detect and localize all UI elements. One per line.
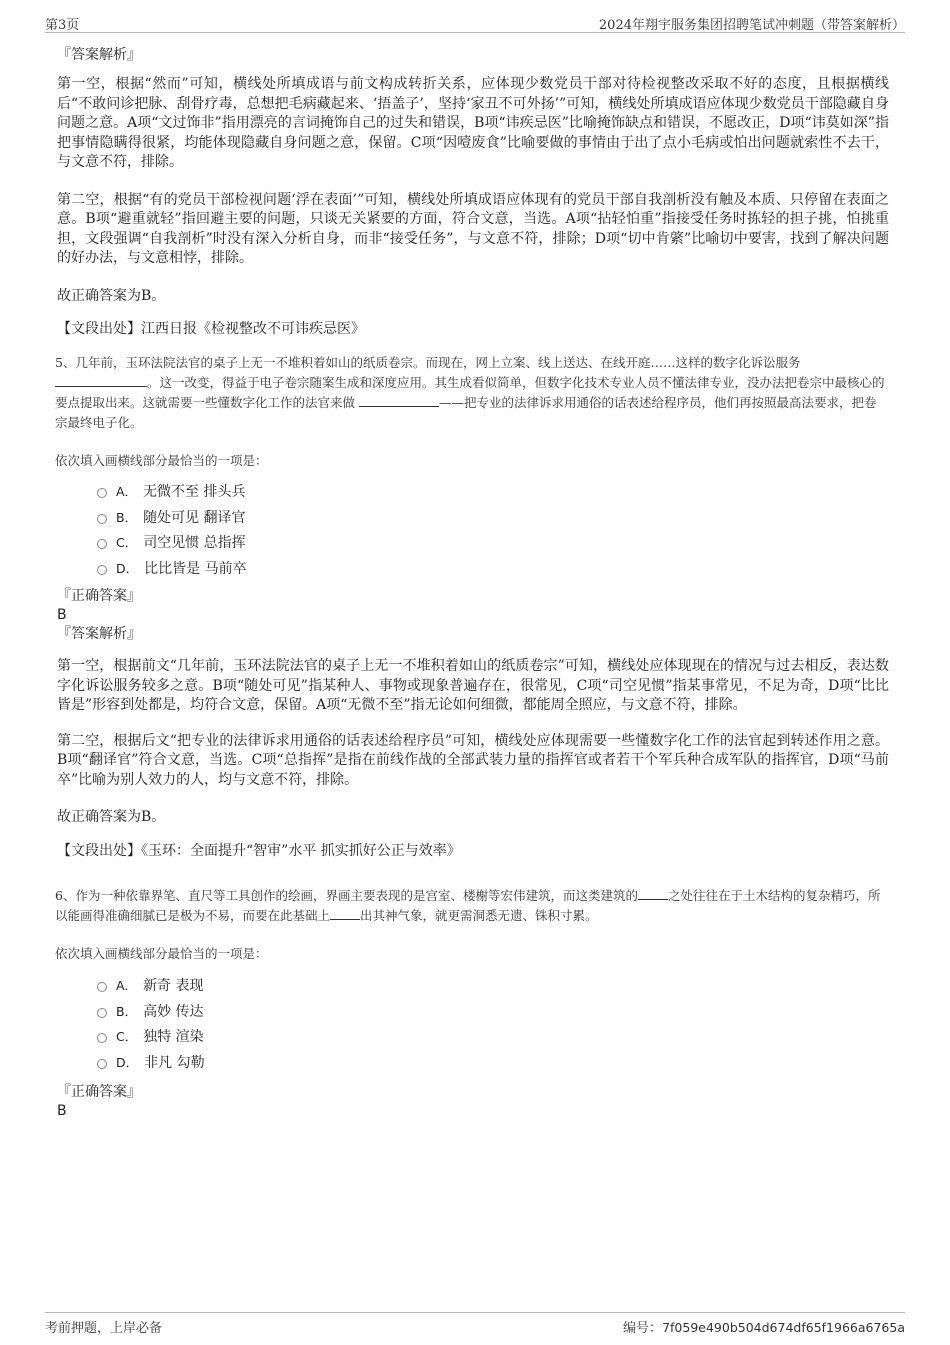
answer-blank — [55, 373, 147, 387]
option-a[interactable]: A． 无微不至 排头兵 — [97, 481, 247, 507]
stem-text: 出其神气象，就更需洞悉无遗、铢积寸累。 — [360, 908, 598, 923]
conclusion: 故正确答案为B。 — [57, 809, 166, 825]
question-stem — [55, 886, 887, 926]
option-b[interactable]: B． 随处可见 翻译官 — [97, 507, 247, 533]
question-instruction: 依次填入画横线部分最恰当的一项是： — [55, 453, 268, 468]
stem-text: 之处往往在于土木结构的复杂精巧，所以能画得准确细腻已是极为不易，而要在此基础上 — [55, 888, 881, 923]
document-title: 2024年翔宇服务集团招聘笔试冲刺题（带答案解析） — [598, 18, 905, 33]
radio-icon[interactable] — [97, 1033, 107, 1043]
source-note: 【文段出处】《玉环：全面提升“智审”水平 抓实抓好公正与效率》 — [57, 842, 461, 859]
correct-answer: B — [57, 1103, 67, 1119]
option-c[interactable]: C． 司空见惯 总指挥 — [97, 532, 247, 558]
analysis-label: 『答案解析』 — [57, 626, 141, 642]
q4-analysis — [57, 46, 889, 354]
option-b[interactable]: B． 高妙 传达 — [97, 1001, 205, 1027]
stem-text: 6、作为一种依靠界笔、直尺等工具创作的绘画，界画主要表现的是宫室、楼榭等宏伟建筑，而这类建筑的 — [55, 888, 638, 903]
radio-icon[interactable] — [97, 982, 107, 992]
page-footer — [45, 1312, 905, 1335]
analysis-paragraph: 第一空，根据前文“几年前，玉环法院法官的桌子上无一不堆积着如山的纸质卷宗”可知，横线处应体现现在的情况与过去相反，表达数字化诉讼服务较多之意。B项“随处可见”指某种人、事物或现象普遍存在，很常见，C项“司空见惯”指某事常见，不足为奇，D项“比比皆是”形容到处都是，均符合文意，保留。A项“无微不至”指无论如何细微，都能周全照应，与文意不符，排除。 — [57, 658, 889, 713]
question-instruction: 依次填入画横线部分最恰当的一项是： — [55, 946, 268, 961]
radio-icon[interactable] — [97, 514, 107, 524]
q5-options — [97, 481, 247, 583]
analysis-label: 『答案解析』 — [57, 47, 141, 63]
correct-answer-label: 『正确答案』 — [57, 588, 141, 604]
q5-answer — [57, 587, 889, 875]
option-d[interactable]: D． 非凡 勾勒 — [97, 1052, 205, 1078]
radio-icon[interactable] — [97, 1008, 107, 1018]
answer-blank — [359, 393, 439, 407]
radio-icon[interactable] — [97, 565, 107, 575]
document-code: 编号：7f059e490b504d674df65f1966a6765a — [623, 1320, 905, 1336]
source-note: 【文段出处】江西日报《检视整改不可讳疾忌医》 — [57, 321, 365, 337]
question-6 — [55, 886, 887, 962]
option-d[interactable]: D． 比比皆是 马前卒 — [97, 558, 247, 584]
radio-icon[interactable] — [97, 539, 107, 549]
answer-blank — [330, 906, 360, 920]
q6-options — [97, 975, 205, 1077]
question-stem — [55, 353, 887, 433]
page-number: 第3页 — [45, 18, 80, 33]
stem-text: 5、几年前，玉环法院法官的桌子上无一不堆积着如山的纸质卷宗。而现在，网上立案、线上送达、在线开庭……这样的数字化诉讼服务 — [55, 355, 801, 370]
stem-text: ——把专业的法律诉求用通俗的话表述给程序员，他们再按照最高法要求，把卷宗最终电子化。 — [55, 395, 877, 430]
footer-slogan: 考前押题，上岸必备 — [45, 1321, 163, 1336]
analysis-paragraph: 第二空，根据“有的党员干部检视问题‘浮在表面’”可知，横线处所填成语应体现有的党员干部自我剖析没有触及本质、只停留在表面之意。B项“避重就轻”指回避主要的问题，只谈无关紧要的方面，符合文意，当选。A项“拈轻怕重”指接受任务时拣轻的担子挑，怕挑重担，文段强调“自我剖析”时没有深入分析自身，而非“接受任务”，与文意不符，排除；D项“切中肯綮”比喻切中要害，找到了解决问题的好办法，与文意相悖，排除。 — [57, 191, 889, 266]
conclusion: 故正确答案为B。 — [57, 287, 166, 304]
analysis-paragraph: 第一空，根据“然而”可知，横线处所填成语与前文构成转折关系，应体现少数党员干部对待检视整改采取不好的态度，且根据横线后“不敢问诊把脉、刮骨疗毒，总想把毛病藏起来、‘捂盖子’，坚持‘家丑不可外扬’”可知，横线处所填成语应体现少数党员干部隐藏自身问题之意。A项“文过饰非”指用漂亮的言词掩饰自己的过失和错误，B项“讳疾忌医”比喻掩饰缺点和错误，不愿改正，D项“讳莫如深”指把事情隐瞒得很紧，均能体现隐藏自身问题之意，保留。C项“因噎废食”比喻要做的事情由于出了点小毛病或怕出问题就索性不去干，与文意不符，排除。 — [57, 76, 889, 170]
option-a[interactable]: A． 新奇 表现 — [97, 975, 205, 1001]
correct-answer-label: 『正确答案』 — [57, 1084, 141, 1100]
analysis-paragraph: 第二空，根据后文“把专业的法律诉求用通俗的话表述给程序员”可知，横线处应体现需要一些懂数字化工作的法官起到转述作用之意。B项“翻译官”符合文意，当选。C项“总指挥”是指在前线作战的全部武装力量的指挥官或者若干个军兵种合成军队的指挥官，D项“马前卒”比喻为别人效力的人，均与文意不符，排除。 — [57, 732, 889, 788]
question-5 — [55, 353, 887, 469]
correct-answer: B — [57, 607, 67, 623]
radio-icon[interactable] — [97, 488, 107, 498]
stem-text: 。这一改变，得益于电子卷宗随案生成和深度应用。其生成看似简单，但数字化技术专业人员不懂法律专业，没办法把卷宗中最核心的要点提取出来。这就需要一些懂数字化工作的法官来做 — [55, 375, 885, 410]
answer-blank — [638, 886, 668, 900]
page-header — [45, 14, 905, 33]
option-c[interactable]: C． 独特 渲染 — [97, 1026, 205, 1052]
q6-answer — [57, 1083, 889, 1121]
radio-icon[interactable] — [97, 1059, 107, 1069]
